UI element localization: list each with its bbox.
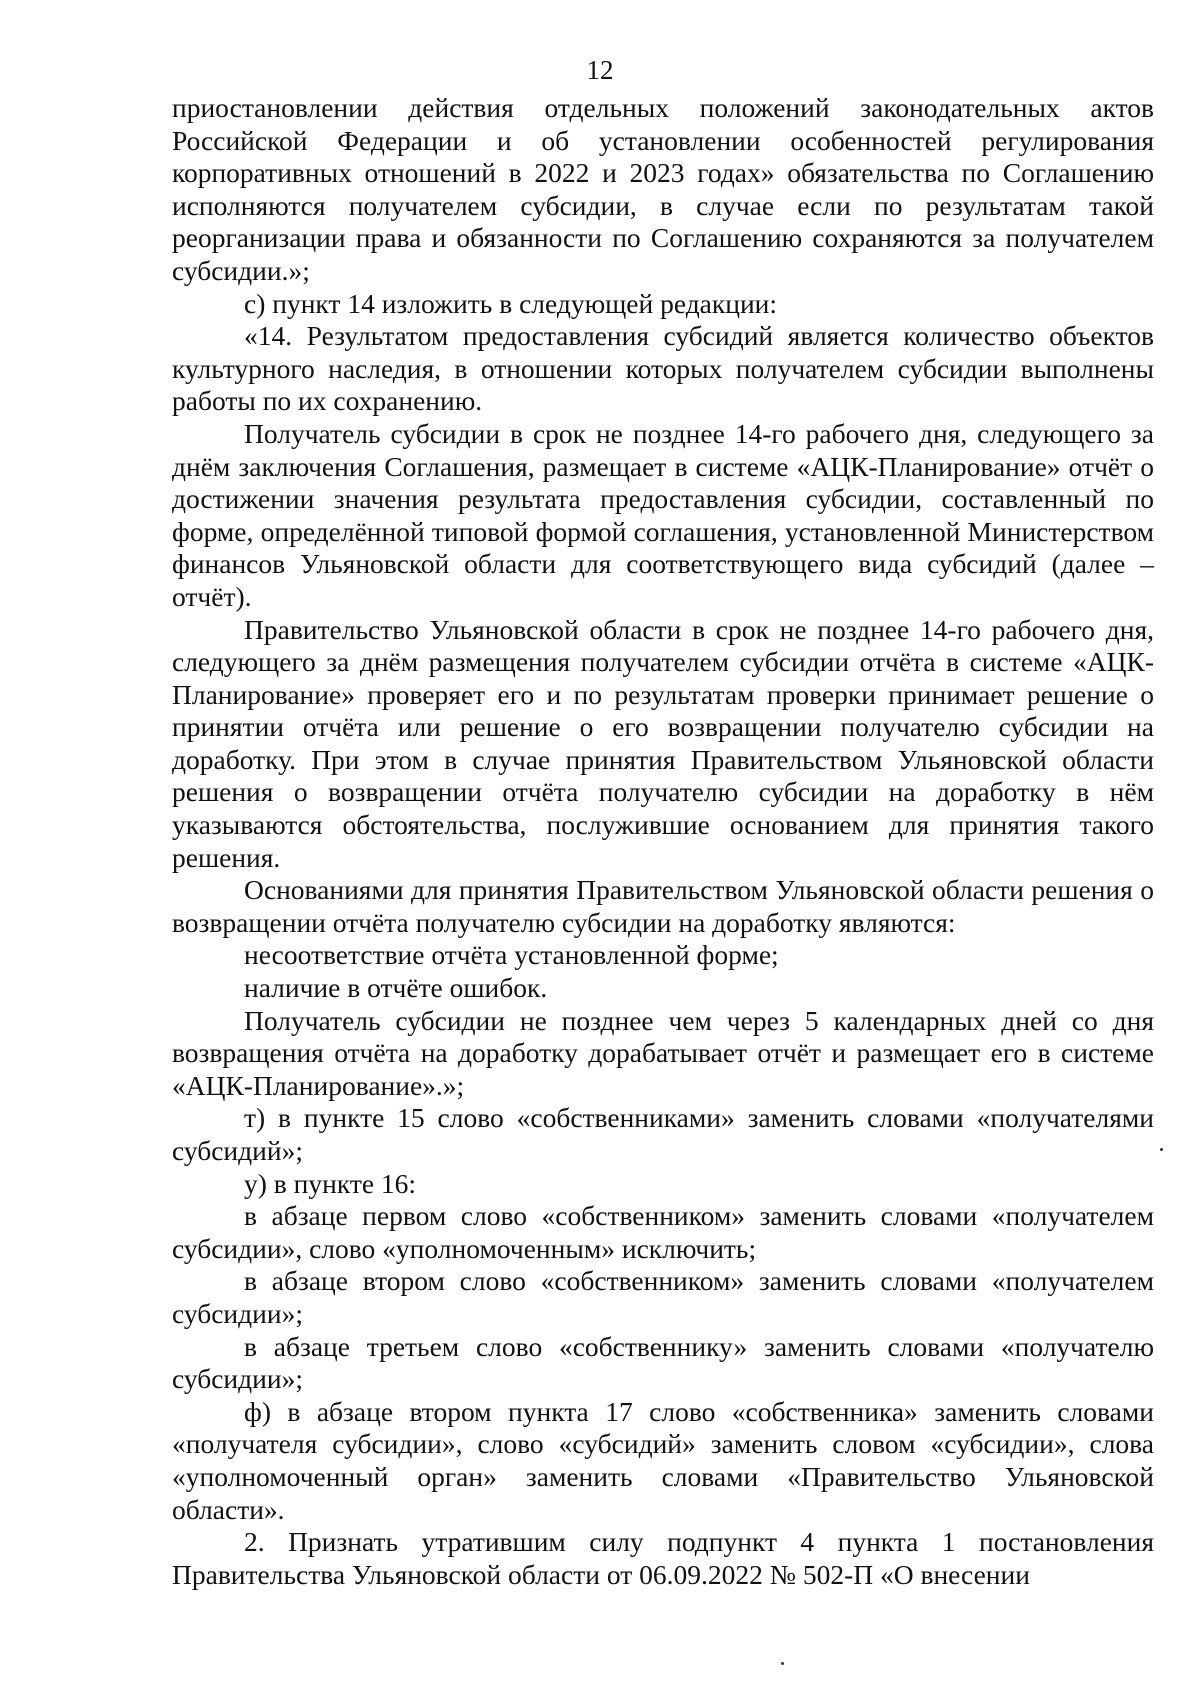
- paragraph-5: Правительство Ульяновской области в срок не позднее 14-го рабочего дня, следующего за днём размещения получателем субсидии отчёта в системе «АЦК-Планирование» проверяет его и по результатам проверки принимает решение о принятии отчёта или решение о его возвращении получателю субсидии на доработку. При этом в случае принятия Правительством Ульяновской области решения о возвращении отчёта получателю субсидии на доработку в нём указываются обстоятельства, послужившие основанием для принятия такого решения.: [172, 613, 1154, 873]
- paragraph-2: с) пункт 14 изложить в следующей редакции:: [244, 287, 778, 319]
- paragraph-1: приостановлении действия отдельных положений законодательных актов Российской Федерации и об установлении особенностей регулирования корпоративных отношений в 2022 и 2023 годах» обязательства по Соглашению исполняются получателем субсидии, в случае если по результатам такой реорганизации права и обязанности по Соглашению сохраняются за получателем субсидии.»;: [172, 92, 1154, 286]
- paragraph-3: «14. Результатом предоставления субсидий является количество объектов культурного наследия, в отношении которых получателем субсидии выполнены работы по их сохранению.: [172, 320, 1154, 417]
- paragraph-9: Получатель субсидии не позднее чем через 5 календарных дней со дня возвращения отчёта на доработку дорабатывает отчёт и размещает его в системе «АЦК-Планирование».»;: [172, 1004, 1154, 1101]
- page-number: 12: [586, 55, 614, 85]
- paragraph-4: Получатель субсидии в срок не позднее 14-го рабочего дня, следующего за днём заключения Соглашения, размещает в системе «АЦК-Планирование» отчёт о достижении значения результата предоставления субсидии, составленный по форме, определённой типовой формой соглашения, установленной Министерством финансов Ульяновской области для соответствующего вида субсидий (далее – отчёт).: [172, 417, 1154, 612]
- paragraph-6: Основаниями для принятия Правительством Ульяновской области решения о возвращении отчёта получателю субсидии на доработку являются:: [172, 874, 1154, 938]
- paragraph-7: несоответствие отчёта установленной форме;: [244, 939, 779, 971]
- paragraph-12: в абзаце первом слово «собственником» заменить словами «получателем субсидии», слово «уполномоченным» исключить;: [172, 1200, 1154, 1264]
- paragraph-15: ф) в абзаце втором пункта 17 слово «собственника» заменить словами «получателя субсидии», слово «субсидий» заменить словом «субсидии», слова «уполномоченный орган» заменить словами «Правительство Ульяновской области».: [172, 1395, 1154, 1525]
- paragraph-8: наличие в отчёте ошибок.: [244, 972, 548, 1004]
- scan-speck: [1160, 1148, 1163, 1151]
- paragraph-10: т) в пункте 15 слово «собственниками» заменить словами «получателями субсидий»;: [172, 1102, 1154, 1166]
- document-body: [172, 92, 1154, 1591]
- paragraph-13: в абзаце втором слово «собственником» заменить словами «получателем субсидии»;: [172, 1265, 1154, 1329]
- paragraph-16: 2. Признать утратившим силу подпункт 4 пункта 1 постановления Правительства Ульяновской области от 06.09.2022 № 502-П «О внесении: [172, 1526, 1154, 1590]
- paragraph-11: у) в пункте 16:: [244, 1167, 417, 1199]
- scan-speck: [781, 1662, 784, 1665]
- paragraph-14: в абзаце третьем слово «собственнику» заменить словами «получателю субсидии»;: [172, 1330, 1154, 1395]
